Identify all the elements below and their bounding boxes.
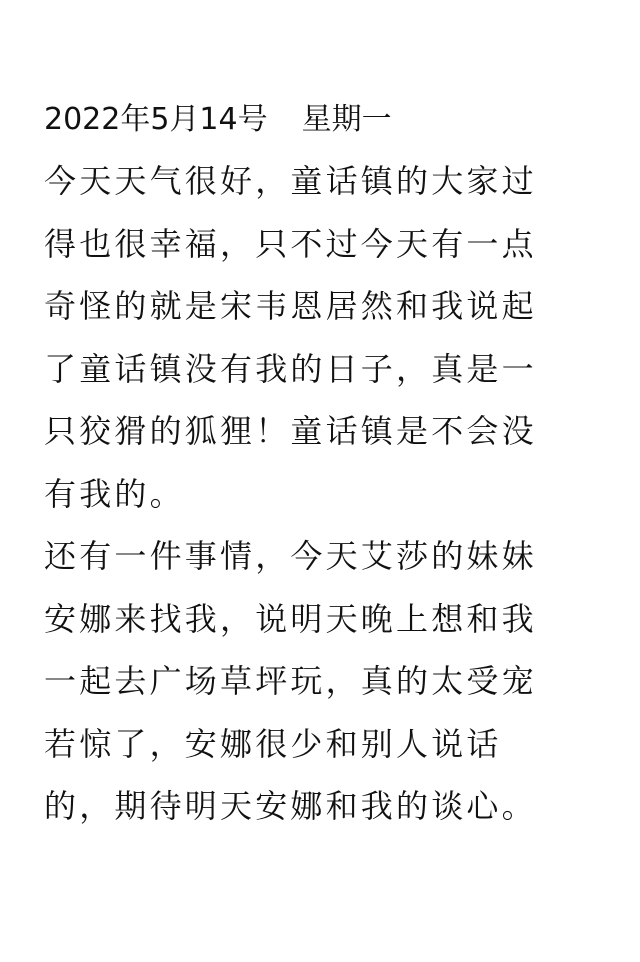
diary-text-line: 奇怪的就是宋韦恩居然和我说起 bbox=[44, 287, 537, 325]
diary-text-line: 的，期待明天安娜和我的谈心。 bbox=[44, 787, 537, 825]
diary-text-line: 只狡猾的狐狸！童话镇是不会没 bbox=[44, 412, 537, 450]
diary-text-line: 了童话镇没有我的日子，真是一 bbox=[44, 349, 537, 388]
diary-text-line: 一起去广场草坪玩，真的太受宠 bbox=[44, 662, 537, 700]
diary-text-line: 若惊了，安娜很少和别人说话 bbox=[44, 724, 502, 763]
diary-text-line: 还有一件事情，今天艾莎的妹妹 bbox=[44, 537, 537, 575]
diary-text-line: 有我的。 bbox=[44, 474, 185, 513]
diary-text-line: 今天天气很好，童话镇的大家过 bbox=[44, 162, 537, 200]
diary-weekday: 星期一 bbox=[301, 102, 392, 137]
diary-text-line: 得也很幸福，只不过今天有一点 bbox=[44, 224, 537, 263]
diary-date-line bbox=[44, 90, 604, 150]
diary-date: 2022年5月14号 bbox=[44, 102, 268, 137]
diary-entry bbox=[44, 90, 604, 838]
diary-text-line: 安娜来找我，说明天晚上想和我 bbox=[44, 599, 537, 638]
